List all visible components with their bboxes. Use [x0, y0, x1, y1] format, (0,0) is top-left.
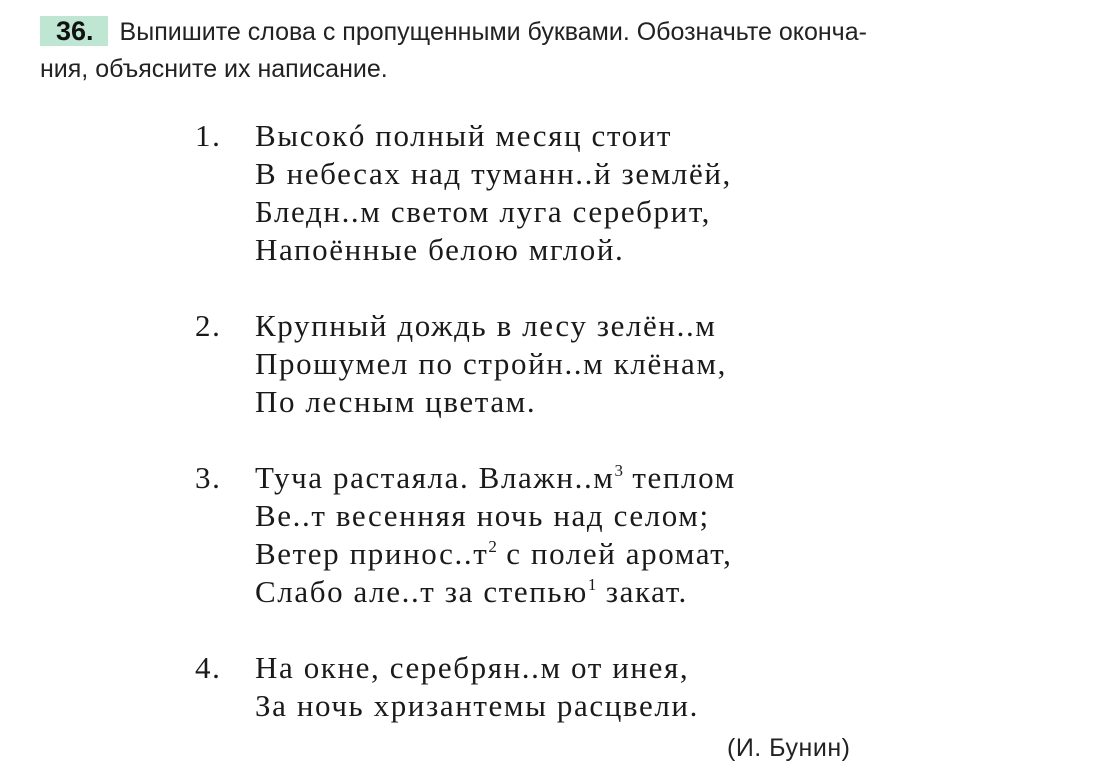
poem-line: На окне, серебрян..м от инея,: [255, 650, 690, 685]
poem-line: Крупный дождь в лесу зелён..м: [255, 308, 717, 343]
poem-line: Напоённые белою мглой.: [255, 232, 625, 267]
stanza-1: [195, 117, 1075, 269]
poem-line-text: Слабо але..т за степью: [255, 574, 588, 609]
stanza-number: 1.: [195, 118, 222, 153]
footnote-marker: 1: [587, 575, 597, 594]
poem-author: (И. Бунин): [727, 734, 851, 762]
stanza-3: [195, 459, 1075, 611]
poem-line: За ночь хризантемы расцвели.: [255, 688, 699, 723]
poem-line: Высокó полный месяц стоит: [255, 118, 673, 153]
poem-line-text: Ветер принос..т: [255, 536, 489, 571]
poem-line-text: теплом: [623, 460, 736, 495]
poem-line: Бледн..м светом луга серебрит,: [255, 194, 712, 229]
poem-line: [255, 535, 1075, 573]
stanza-number: 2.: [195, 308, 222, 343]
poem-line-text: Ве..т весенняя ночь над селом;: [255, 498, 710, 533]
poem-line: [255, 459, 1075, 497]
poem-line: [255, 573, 1075, 611]
poem-line: По лесным цветам.: [255, 384, 537, 419]
stanza-number: 3.: [195, 460, 222, 495]
footnote-marker: 2: [488, 537, 497, 556]
poem-block: [195, 117, 1075, 763]
stanza-number: 4.: [195, 650, 222, 685]
poem-line: Прошумел по стройн..м клёнам,: [255, 346, 727, 381]
footnote-marker: 3: [614, 461, 624, 480]
poem-line-text: закат.: [596, 574, 688, 609]
stanza-2: [195, 307, 1075, 421]
stanza-4: [195, 649, 1075, 725]
exercise-header: [40, 14, 1080, 88]
exercise-number: 36.: [40, 16, 108, 46]
poem-line-text: Туча растаяла. Влажн..м: [255, 460, 615, 495]
poem-line-text: с полей аромат,: [496, 536, 733, 571]
poem-line: [255, 497, 1075, 535]
poem-line: В небесах над туманн..й землёй,: [255, 156, 732, 191]
exercise-instruction-line-1: Выпишите слова с пропущенными буквами. Обозначьте оконча-: [119, 18, 867, 46]
exercise-instruction-line-2: ния, объясните их написание.: [40, 55, 388, 83]
